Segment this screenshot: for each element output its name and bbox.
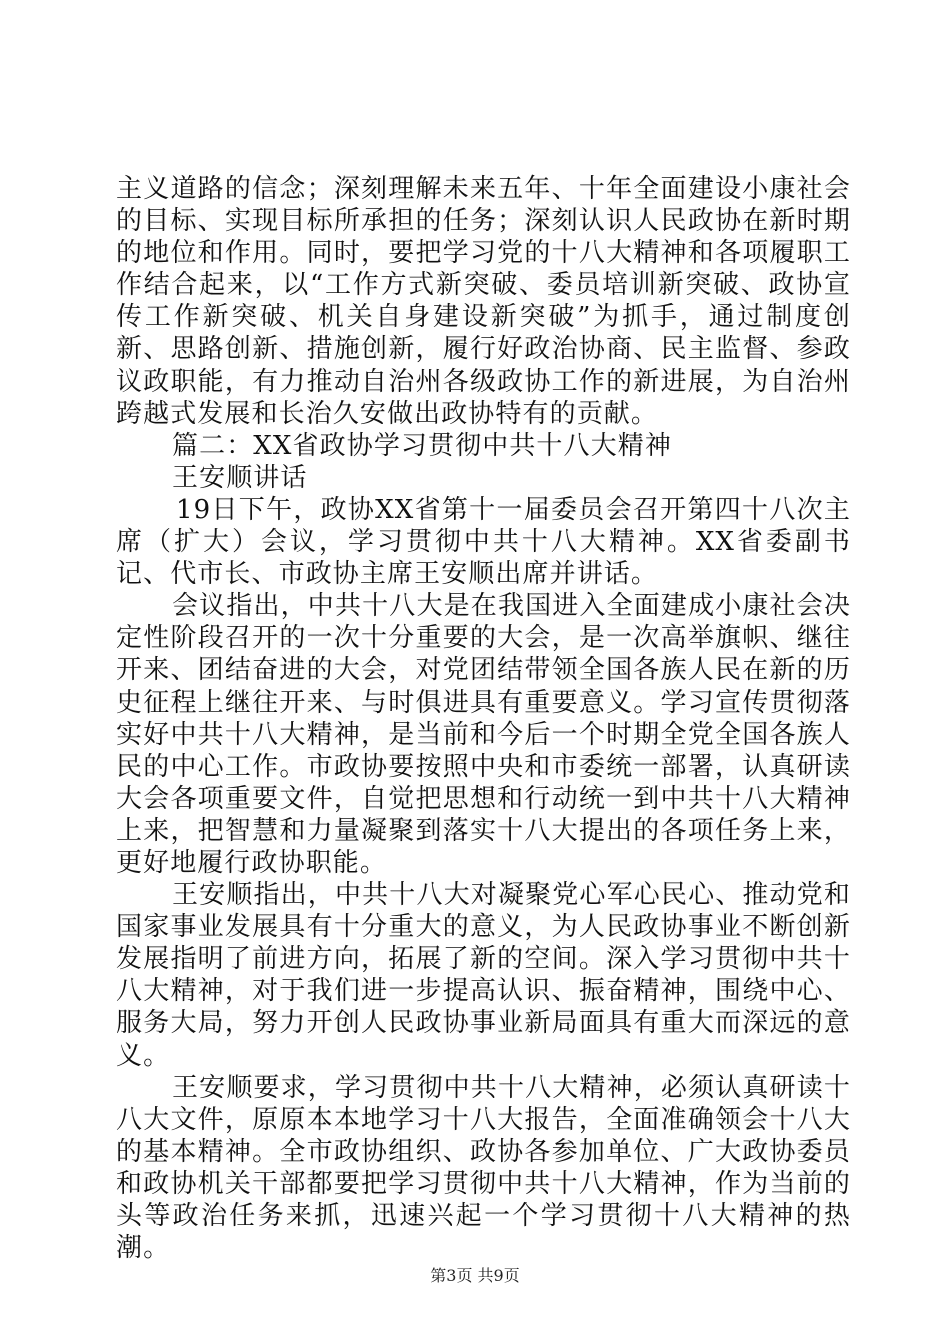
section-heading: 篇二：XX省政协学习贯彻中共十八大精神 xyxy=(172,430,672,461)
paragraph-meeting-points: 会议指出，中共十八大是在我国进入全面建成小康社会决定性阶段召开的一次十分重要的大会，是一次高举旗帜、继往开来、团结奋进的大会，对党团结带领全国各族人民在新的历史征程上继往开来、与时俱进具有重要意义。学习宣传贯彻落实好中共十八大精神，是当前和今后一个时期全党全国各族人民的中心工作。市政协要按照中央和市委统一部署，认真研读大会各项重要文件，自觉把思想和行动统一到中共十八大精神上来，把智慧和力量凝聚到落实十八大提出的各项任务上来，更好地履行政协职能。 xyxy=(116,591,851,878)
paragraph-meeting: 19日下午，政协XX省第十一届委员会召开第四十八次主席（扩大）会议，学习贯彻中共十八大精神。XX省委副书记、代市长、市政协主席王安顺出席并讲话。 xyxy=(116,494,851,590)
paragraph-significance: 王安顺指出，中共十八大对凝聚党心军心民心、推动党和国家事业发展具有十分重大的意义，为人民政协事业不断创新发展指明了前进方向，拓展了新的空间。深入学习贯彻中共十八大精神，对于我们进一步提高认识、振奋精神，围绕中心、服务大局，努力开创人民政协事业新局面具有重大而深远的意义。 xyxy=(116,880,851,1071)
paragraph-requirements: 王安顺要求，学习贯彻中共十八大精神，必须认真研读十八大文件，原原本本地学习十八大报告，全面准确领会十八大的基本精神。全市政协组织、政协各参加单位、广大政协委员和政协机关干部都要把学习贯彻中共十八大精神，作为当前的头等政治任务来抓，迅速兴起一个学习贯彻十八大精神的热潮。 xyxy=(116,1072,851,1264)
page-footer: 第3页 共9页 xyxy=(430,1266,520,1285)
paragraph-continuation: 主义道路的信念；深刻理解未来五年、十年全面建设小康社会的目标、实现目标所承担的任务；深刻认识人民政协在新时期的地位和作用。同时，要把学习党的十八大精神和各项履职工作结合起来，以“工作方式新突破、委员培训新突破、政协宣传工作新突破、机关自身建设新突破”为抓手，通过制度创新、思路创新、措施创新，履行好政治协商、民主监督、参政议政职能，有力推动自治州各级政协工作的新进展，为自治州跨越式发展和长治久安做出政协特有的贡献。 xyxy=(116,174,851,429)
document-body xyxy=(116,173,851,1264)
section-subheading: 王安顺讲话 xyxy=(172,462,308,493)
